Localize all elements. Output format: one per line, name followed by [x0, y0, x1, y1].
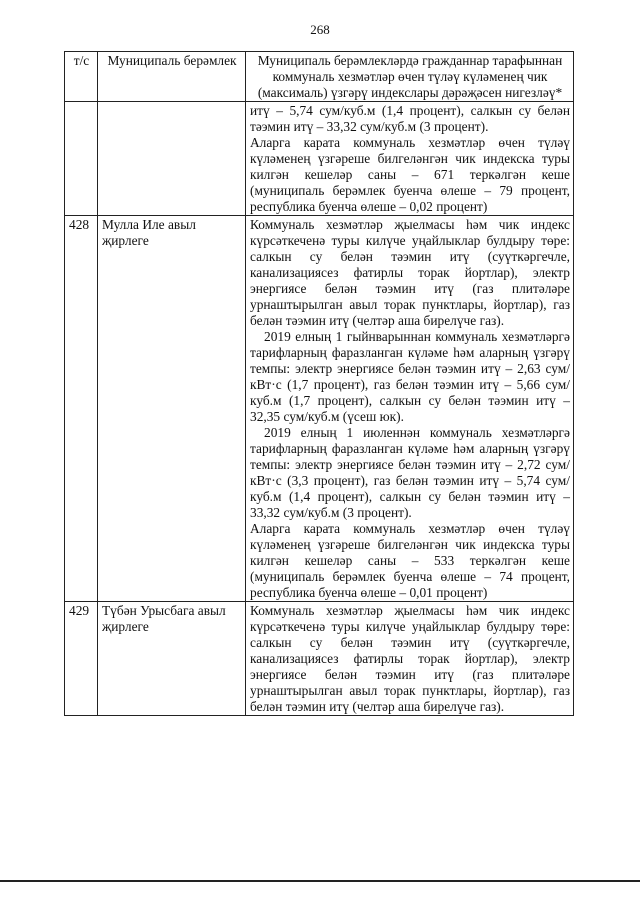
cell-justification [246, 216, 574, 602]
cell-municipality: Түбән Урысбага авыл җирлеге [98, 602, 246, 716]
paragraph: 2019 елның 1 июленнән коммуналь хезмәтләргә тарифларның фаразланган күләме һәм аларның үзгәрү темпы: электр энергиясе белән тәэмин итү – 2,72 сум/кВт·с (3,3 процент), газ белән тәэмин итү – 5,74 сум/куб.м (1,4 процент), салкын су белән тәэмин итү – 33,32 сум/куб.м (3 процент). [250, 425, 570, 520]
tariff-index-table [64, 51, 574, 716]
paragraph: Аларга карата коммуналь хезмәтләр өчен түләү күләменең үзгәреше билгеләнгән чик индекска туры килгән кешеләр саны – 671 теркәлгән кеше (муниципаль берәмлек буенча өлеше – 79 процент, республика буенча өлеше – 0,02 процент) [250, 135, 570, 214]
paragraph: Аларга карата коммуналь хезмәтләр өчен түләү күләменең үзгәреше билгеләнгән чик индекска туры килгән кешеләр саны – 533 теркәлгән кеше (муниципаль берәмлек буенча өлеше – 74 процент, республика буенча өлеше – 0,01 процент) [250, 521, 570, 600]
table-row-428 [65, 216, 574, 602]
cell-justification [246, 602, 574, 716]
header-number: т/с [65, 52, 98, 102]
header-municipality: Муниципаль берәмлек [98, 52, 246, 102]
paragraph: Коммуналь хезмәтләр җыелмасы һәм чик индекс күрсәткеченә туры килүче уңайлыклар булдыру төре: салкын су белән тәэмин итү (суүткәргечле, канализациясез фатирлы торак йортлар), электр энергиясе белән тәэмин итү (газ плитәләре урнаштырылган авыл торак пунктлары, йортлар), газ белән тәэмин итү (челтәр аша бирелүче газ). [250, 603, 570, 714]
cell-municipality: Мулла Иле авыл җирлеге [98, 216, 246, 602]
table-header-row [65, 52, 574, 102]
header-index-justification: Муниципаль берәмлекләрдә гражданнар тарафыннан коммуналь хезмәтләр өчен түләү күләменең чик (максималь) үзгәрү индекслары дәрәҗәсен нигезләү* [246, 52, 574, 102]
table-row-continuation [65, 102, 574, 216]
bottom-rule [0, 880, 640, 882]
cell-municipality [98, 102, 246, 216]
cell-justification [246, 102, 574, 216]
cell-number: 428 [65, 216, 98, 602]
page-number: 268 [310, 22, 330, 37]
paragraph: Коммуналь хезмәтләр җыелмасы һәм чик индекс күрсәткеченә туры килүче уңайлыклар булдыру төре: салкын су белән тәэмин итү (суүткәргечле, канализациясез фатирлы торак йортлар), электр энергиясе белән тәэмин итү (газ плитәләре урнаштырылган авыл торак пунктлары, йортлар), газ белән тәэмин итү (челтәр аша бирелүче газ). [250, 217, 570, 328]
paragraph: 2019 елның 1 гыйнварыннан коммуналь хезмәтләргә тарифларның фаразланган күләме һәм аларның үзгәрү темпы: электр энергиясе белән тәэмин итү – 2,63 сум/кВт·с (1,7 процент), газ белән тәэмин итү – 5,66 сум/куб.м (1,7 процент), салкын су белән тәэмин итү – 32,35 сум/куб.м (үсеш юк). [250, 329, 570, 424]
cell-number: 429 [65, 602, 98, 716]
table-row-429 [65, 602, 574, 716]
cell-number [65, 102, 98, 216]
paragraph: итү – 5,74 сум/куб.м (1,4 процент), салкын су белән тәэмин итү – 33,32 сум/куб.м (3 процент). [250, 103, 570, 134]
